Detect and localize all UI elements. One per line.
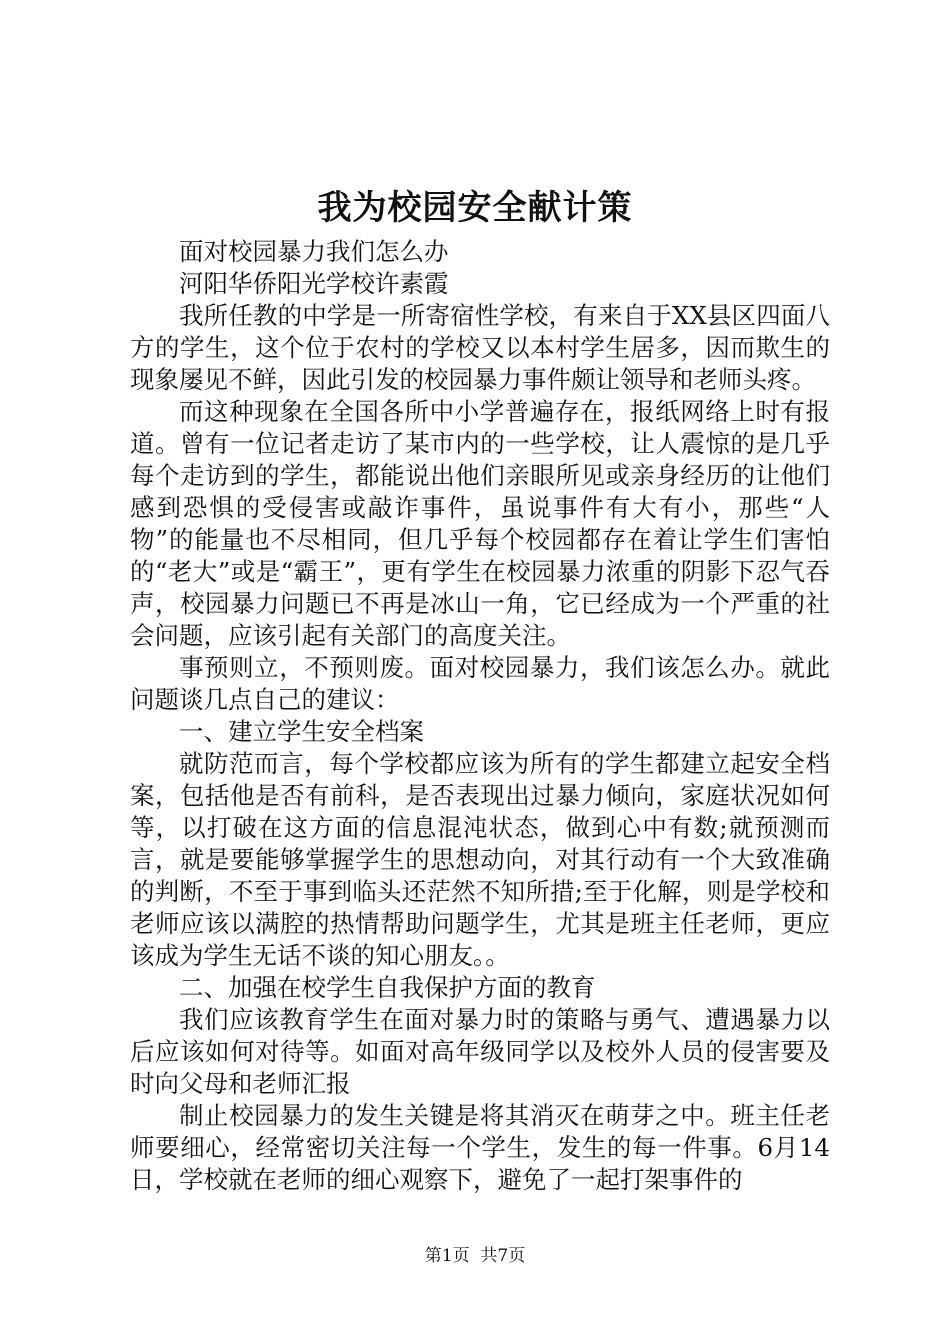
subtitle-paragraph: 面对校园暴力我们怎么办: [179, 237, 449, 266]
document-body: [130, 236, 830, 1196]
body-paragraph: 而这种现象在全国各所中小学普遍存在，报纸网络上时有报道。曾有一位记者走访了某市内的一些学校，让人震惊的是几乎每个走访到的学生，都能说出他们亲眼所见或亲身经历的让他们感到恐惧的受侵害或敲诈事件，虽说事件有大有小，那些“人物”的能量也不尽相同，但几乎每个校园都存在着让学生们害怕的“老大”或是“霸王”，更有学生在校园暴力浓重的阴影下忍气吞声，校园暴力问题已不再是冰山一角，它已经成为一个严重的社会问题，应该引起有关部门的高度关注。: [130, 397, 830, 650]
page-footer: [0, 1244, 950, 1268]
body-paragraph: 我所任教的中学是一所寄宿性学校，有来自于XX县区四面八方的学生，这个位于农村的学校又以本村学生居多，因而欺生的现象屡见不鲜，因此引发的校园暴力事件颇让领导和老师头疼。: [130, 301, 830, 394]
author-paragraph: 河阳华侨阳光学校许素霞: [179, 269, 449, 298]
section-heading: 二、加强在校学生自我保护方面的教育: [179, 973, 596, 1002]
body-paragraph: 制止校园暴力的发生关键是将其消灭在萌芽之中。班主任老师要细心，经常密切关注每一个学生，发生的每一件事。6月14日，学校就在老师的细心观察下，避免了一起打架事件的: [130, 1101, 830, 1194]
body-paragraph: 就防范而言，每个学校都应该为所有的学生都建立起安全档案，包括他是否有前科，是否表现出过暴力倾向，家庭状况如何等，以打破在这方面的信息混沌状态，做到心中有数;就预测而言，就是要能够掌握学生的思想动向，对其行动有一个大致准确的判断，不至于事到临头还茫然不知所措;至于化解，则是学校和老师应该以满腔的热情帮助问题学生，尤其是班主任老师，更应该成为学生无话不谈的知心朋友。。: [130, 749, 830, 970]
page-total: 共7页: [480, 1246, 526, 1266]
body-paragraph: 事预则立，不预则废。面对校园暴力，我们该怎么办。就此问题谈几点自己的建议：: [130, 653, 830, 714]
document-title: 我为校园安全献计策: [317, 188, 633, 228]
section-heading: 一、建立学生安全档案: [179, 717, 424, 746]
body-paragraph: 我们应该教育学生在面对暴力时的策略与勇气、遭遇暴力以后应该如何对待等。如面对高年级同学以及校外人员的侵害要及时向父母和老师汇报: [130, 1005, 830, 1098]
page-number: 第1页: [424, 1246, 470, 1266]
